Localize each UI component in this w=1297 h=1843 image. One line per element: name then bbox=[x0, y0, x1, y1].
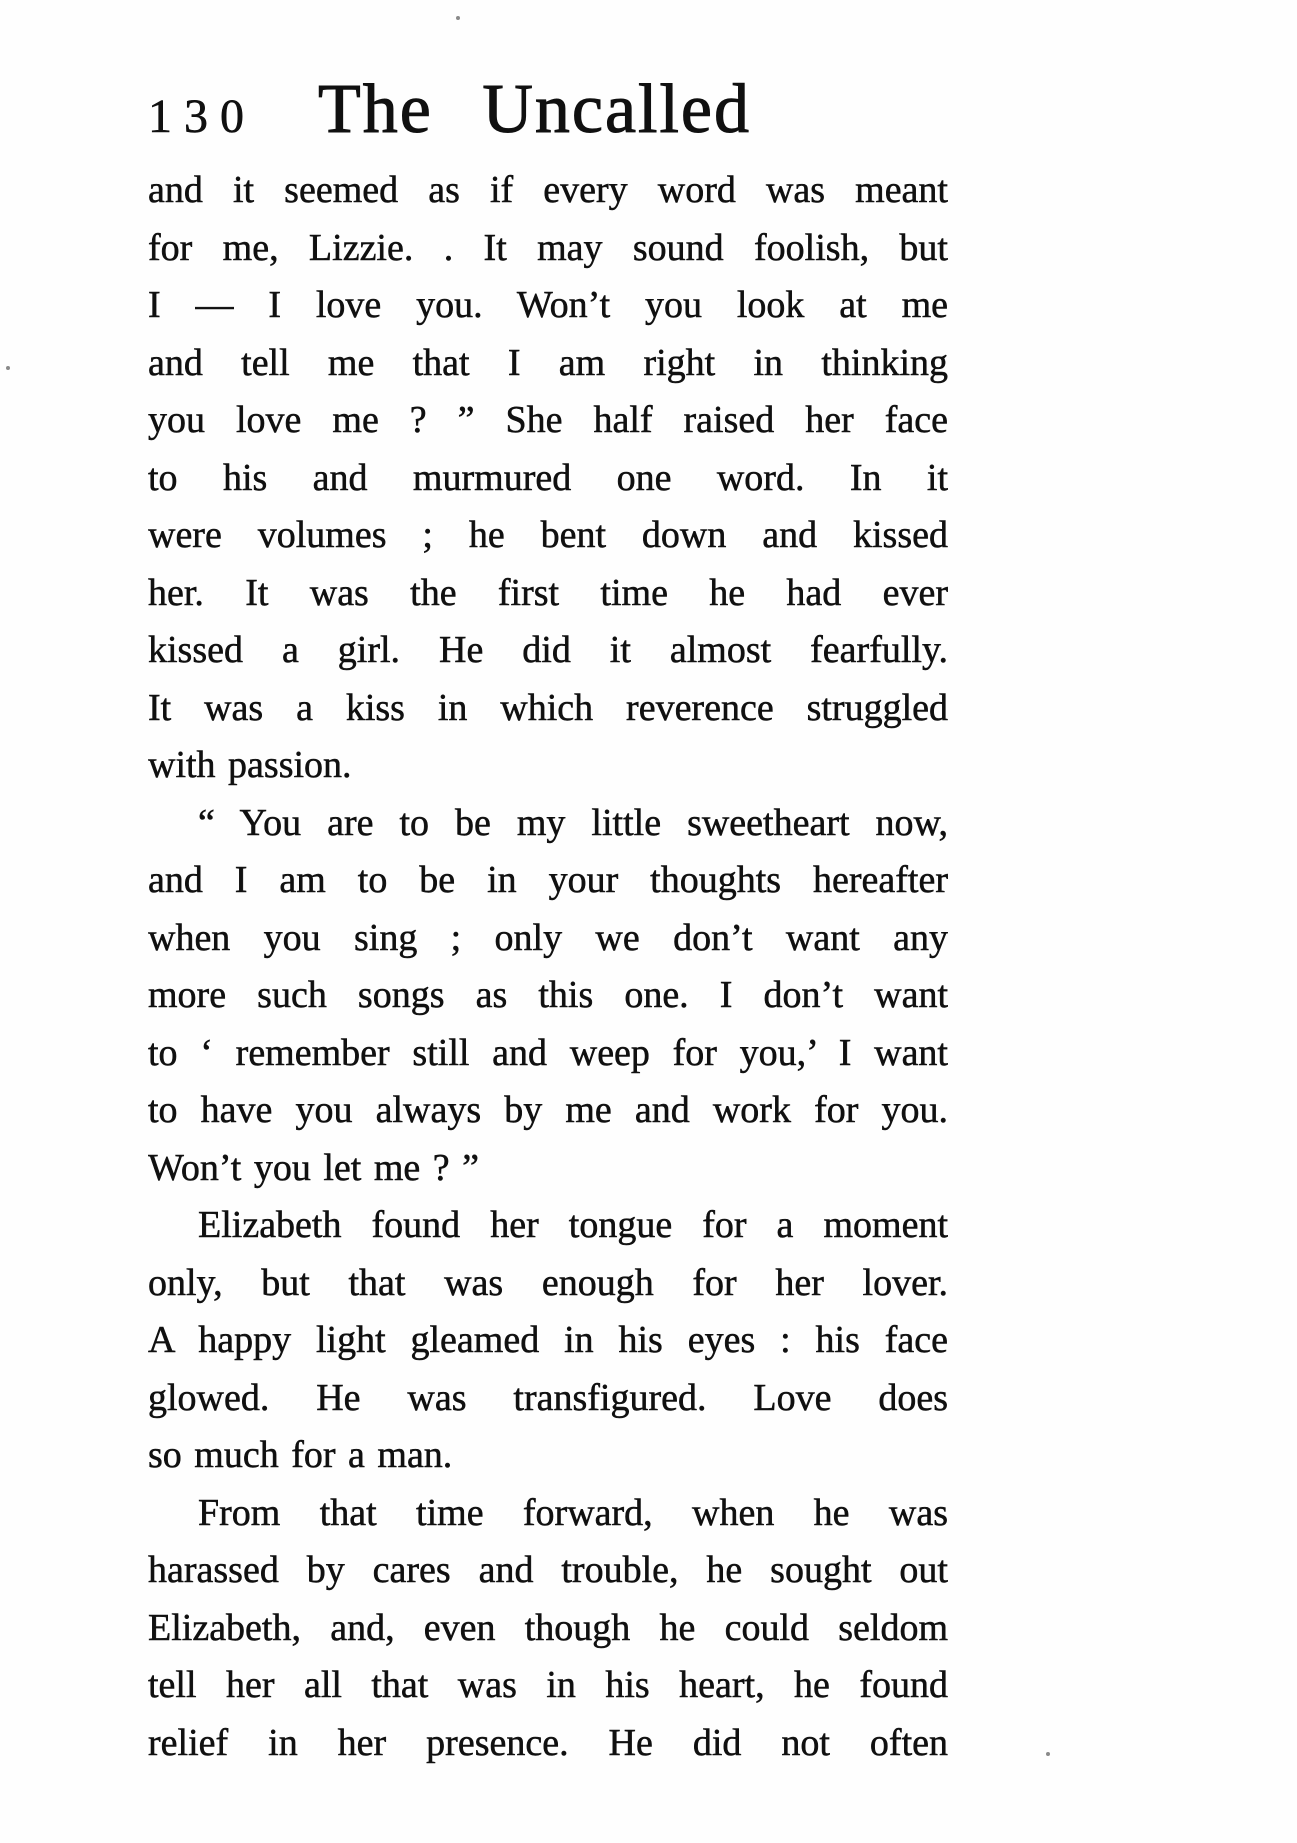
text-line: Elizabeth, and, even though he could seldom bbox=[148, 1606, 948, 1649]
text-line: Won’t you let me ? ” bbox=[148, 1146, 479, 1189]
text-line: “ You are to be my little sweetheart now, bbox=[198, 801, 948, 844]
scan-speckle bbox=[6, 366, 10, 370]
text-line: so much for a man. bbox=[148, 1434, 453, 1476]
text-line: to have you always by me and work for you. bbox=[148, 1089, 948, 1131]
book-title: The Uncalled bbox=[318, 71, 751, 148]
text-line: A happy light gleamed in his eyes : his face bbox=[148, 1319, 948, 1361]
text-line: I — I love you. Won’t you look at me bbox=[148, 284, 948, 326]
text-line: and it seemed as if every word was meant bbox=[148, 169, 948, 211]
scan-speckle bbox=[456, 16, 460, 20]
text-line: more such songs as this one. I don’t want bbox=[148, 974, 948, 1016]
text-line: From that time forward, when he was bbox=[198, 1491, 948, 1534]
page-body bbox=[148, 162, 948, 1772]
text-line: were volumes ; he bent down and kissed bbox=[148, 514, 948, 556]
text-line: relief in her presence. He did not often bbox=[148, 1721, 948, 1764]
text-line: only, but that was enough for her lover. bbox=[148, 1261, 948, 1304]
text-line: and tell me that I am right in thinking bbox=[148, 341, 948, 384]
text-line: glowed. He was transfigured. Love does bbox=[148, 1376, 948, 1419]
scan-speckle bbox=[1046, 1752, 1050, 1756]
text-line: Elizabeth found her tongue for a moment bbox=[198, 1204, 948, 1246]
text-line: harassed by cares and trouble, he sought out bbox=[148, 1549, 948, 1591]
page-number: 130 bbox=[148, 90, 256, 143]
text-line: kissed a girl. He did it almost fearfully. bbox=[148, 629, 948, 671]
text-line: and I am to be in your thoughts hereafter bbox=[148, 859, 948, 901]
text-line: her. It was the first time he had ever bbox=[148, 571, 948, 614]
text-line: tell her all that was in his heart, he found bbox=[148, 1664, 948, 1706]
text-line: It was a kiss in which reverence struggled bbox=[148, 686, 948, 729]
text-line: to ‘ remember still and weep for you,’ I want bbox=[148, 1031, 948, 1074]
text-line: you love me ? ” She half raised her face bbox=[148, 399, 948, 441]
text-line: for me, Lizzie. . It may sound foolish, but bbox=[148, 226, 948, 269]
text-line: to his and murmured one word. In it bbox=[148, 456, 948, 499]
text-line: when you sing ; only we don’t want any bbox=[148, 916, 948, 959]
text-line: with passion. bbox=[148, 744, 352, 786]
page-header bbox=[148, 70, 751, 150]
